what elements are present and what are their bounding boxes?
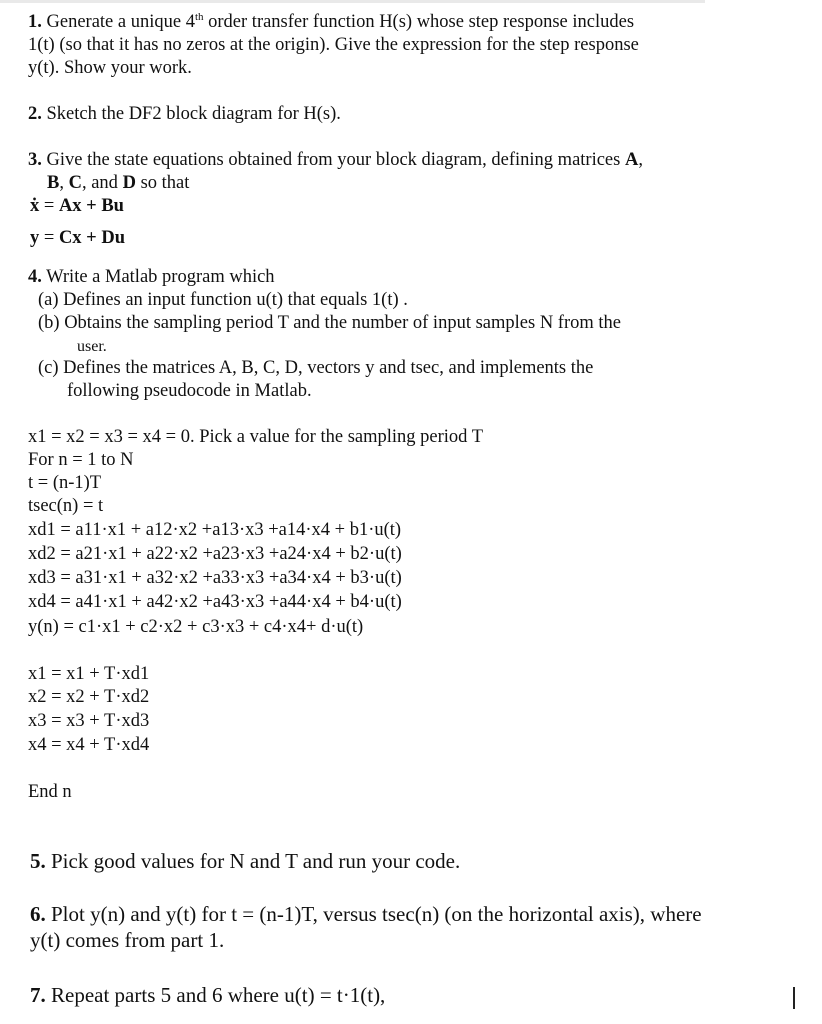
- q1-text-b: order transfer function H(s) whose step response includes: [203, 12, 635, 32]
- code-line: x1 = x1 + T·xd1: [28, 664, 150, 684]
- output-equation: [30, 227, 125, 249]
- q3-and: , and: [81, 173, 123, 193]
- q3-text-a: Give the state equations obtained from your block diagram, defining matrices: [46, 150, 625, 170]
- q2-line: [28, 103, 341, 125]
- q2-number: 2.: [28, 104, 42, 124]
- code-line: t = (n-1)T: [28, 473, 102, 493]
- q3-matrix-b: B: [47, 173, 60, 193]
- q5-text: Pick good values for N and T and run your code.: [51, 849, 461, 873]
- code-line: x3 = x3 + T·xd3: [28, 711, 150, 731]
- q4-part-c-1: (c) Defines the matrices A, B, C, D, vectors y and tsec, and implements the: [38, 358, 594, 378]
- q6-text: Plot y(n) and y(t) for t = (n-1)T, versus tsec(n) (on the horizontal axis), where: [51, 902, 702, 926]
- code-line: x4 = x4 + T·xd4: [28, 735, 150, 755]
- state-eq-equals: =: [39, 196, 59, 216]
- state-eq-lhs: ẋ: [30, 196, 40, 216]
- q1-line-1: [28, 11, 634, 33]
- code-line: y(n) = c1·x1 + c2·x2 + c3·x3 + c4·x4+ d·u(t): [28, 617, 364, 637]
- q2-text: Sketch the DF2 block diagram for H(s).: [46, 104, 341, 124]
- q3-line-1: [28, 149, 643, 171]
- q5-line: [30, 848, 460, 874]
- q5-number: 5.: [30, 849, 46, 873]
- code-line: End n: [28, 782, 72, 802]
- top-divider: [0, 0, 705, 3]
- code-line: tsec(n) = t: [28, 496, 104, 516]
- q4-part-b-2: user.: [77, 338, 107, 355]
- q3-line-2: [47, 172, 189, 194]
- q1-text-a: Generate a unique 4: [46, 12, 195, 32]
- q4-part-c-2: following pseudocode in Matlab.: [67, 381, 312, 401]
- code-line: xd1 = a11·x1 + a12·x2 +a13·x3 +a14·x4 + b1·u(t): [28, 520, 402, 540]
- state-eq-rhs: Ax + Bu: [58, 196, 124, 216]
- q1-line-2: 1(t) (so that it has no zeros at the origin). Give the expression for the step response: [28, 35, 639, 55]
- q1-number: 1.: [28, 12, 42, 32]
- output-eq-equals: =: [39, 228, 59, 248]
- q6-line-2: y(t) comes from part 1.: [30, 928, 225, 952]
- q3-comma-1: ,: [59, 173, 69, 193]
- code-line: For n = 1 to N: [28, 450, 134, 470]
- q4-text: Write a Matlab program which: [46, 267, 275, 287]
- q3-matrix-d: D: [122, 173, 136, 193]
- q4-part-b-1: (b) Obtains the sampling period T and the number of input samples N from the: [38, 313, 621, 333]
- code-line: xd2 = a21·x1 + a22·x2 +a23·x3 +a24·x4 + b2·u(t): [28, 544, 402, 564]
- q3-matrix-c: C: [68, 173, 82, 193]
- q3-number: 3.: [28, 150, 42, 170]
- state-equation: [30, 195, 124, 217]
- output-eq-rhs: Cx + Du: [58, 228, 125, 248]
- q1-superscript: th: [194, 11, 204, 23]
- q4-number: 4.: [28, 267, 42, 287]
- q3-so-that: so that: [135, 173, 190, 193]
- q6-line-1: [30, 901, 702, 927]
- q4-part-a: (a) Defines an input function u(t) that equals 1(t) .: [38, 290, 408, 310]
- output-eq-lhs: y: [30, 228, 40, 248]
- code-line: x2 = x2 + T·xd2: [28, 687, 150, 707]
- q7-number: 7.: [30, 983, 46, 1007]
- text-cursor: [793, 987, 795, 1009]
- q4-line: [28, 266, 275, 288]
- q3-matrix-a: A: [624, 150, 639, 170]
- code-line: x1 = x2 = x3 = x4 = 0. Pick a value for the sampling period T: [28, 427, 484, 447]
- code-line: xd3 = a31·x1 + a32·x2 +a33·x3 +a34·x4 + b3·u(t): [28, 568, 402, 588]
- q1-line-3: y(t). Show your work.: [28, 58, 192, 78]
- code-line: xd4 = a41·x1 + a42·x2 +a43·x3 +a44·x4 + b4·u(t): [28, 592, 402, 612]
- q6-number: 6.: [30, 902, 46, 926]
- q7-text: Repeat parts 5 and 6 where u(t) = t·1(t),: [51, 983, 386, 1007]
- q7-line: [30, 982, 385, 1008]
- q3-text-b: ,: [638, 150, 643, 170]
